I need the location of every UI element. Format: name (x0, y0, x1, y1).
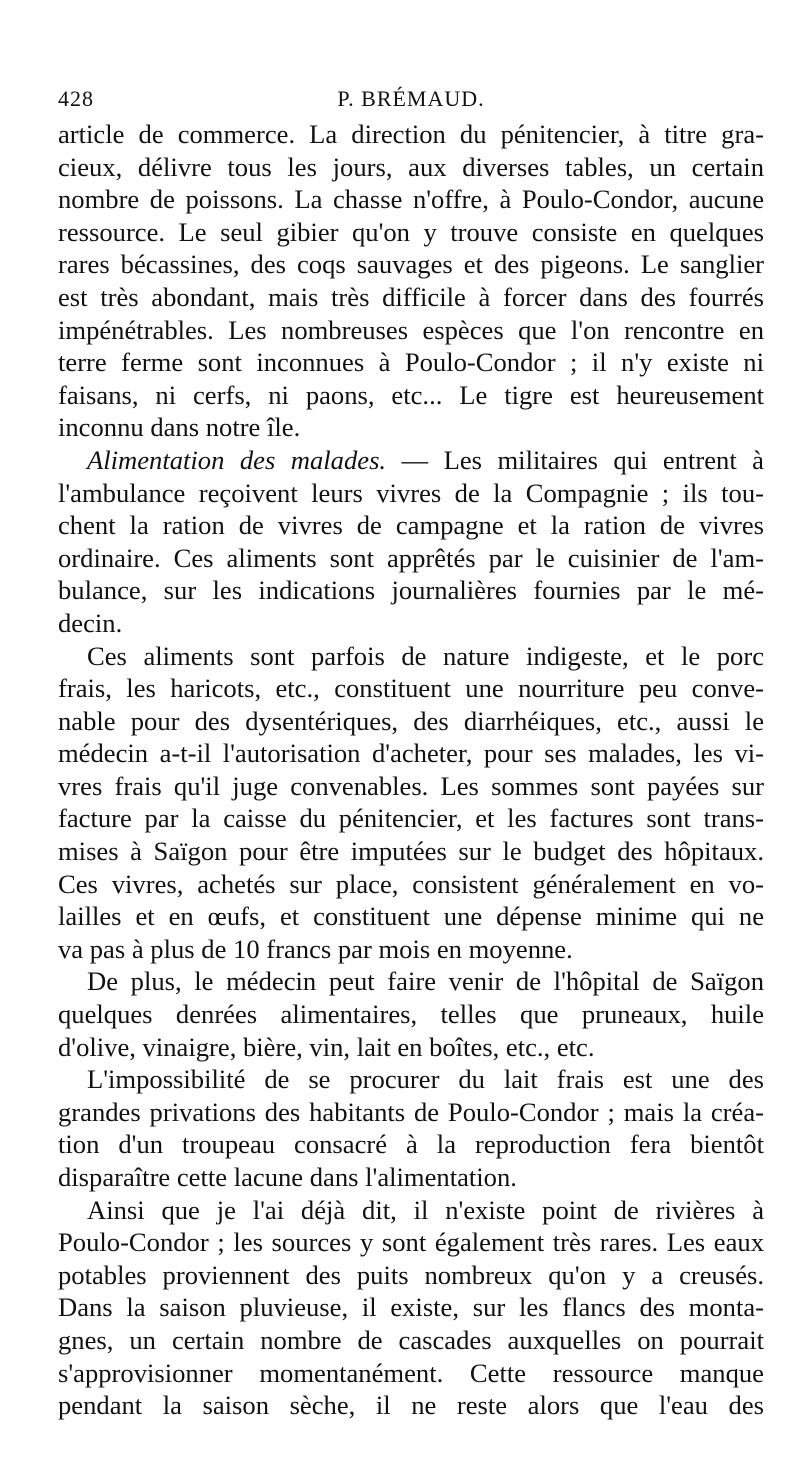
text-line: Ces aliments sont parfois de nature indigeste, et le porc (87, 640, 764, 671)
page-number: 428 (58, 86, 94, 111)
page-header (58, 86, 764, 120)
text-line: facture par la caisse du pénitencier, et les factures sont trans- (58, 803, 764, 834)
text-line: inconnu dans notre île. (58, 412, 301, 443)
text-line: L'impossibilité de se procurer du lait frais est une des (87, 1064, 764, 1095)
text-line: article de commerce. La direction du pénitencier, à titre gra- (58, 119, 764, 149)
text-line: bulance, sur les indications journalières fournies par le mé- (58, 575, 764, 606)
text-line: decin. (58, 607, 123, 638)
paragraph-1 (58, 118, 764, 444)
text-line: Ces vivres, achetés sur place, consistent généralement en vo- (58, 868, 764, 899)
text-line: quelques denrées alimentaires, telles que pruneaux, huile (58, 999, 764, 1030)
text-line: cieux, délivre tous les jours, aux diverses tables, un certain (58, 151, 764, 182)
text-line: lailles et en œufs, et constituent une dépense minime qui ne (58, 901, 764, 932)
text-line: médecin a-t-il l'autorisation d'acheter, pour ses malades, les vi- (58, 738, 764, 769)
text-line: nombre de poissons. La chasse n'offre, à Poulo-Condor, aucune (58, 184, 764, 215)
text-line: est très abondant, mais très difficile à forcer dans des fourrés (58, 281, 764, 312)
text-line: disparaître cette lacune dans l'alimentation. (58, 1162, 517, 1192)
text-line: terre ferme sont inconnues à Poulo-Condor ; il n'y existe ni (58, 347, 764, 378)
text-line: tion d'un troupeau consacré à la reproduction fera bientôt (58, 1129, 764, 1160)
text-line: frais, les haricots, etc., constituent une nourriture peu conve- (58, 673, 764, 704)
text-line: vres frais qu'il juge convenables. Les sommes sont payées sur (58, 770, 764, 801)
paragraph-3 (58, 640, 764, 966)
text-line: s'approvisionner momentanément. Cette ressource manque (58, 1357, 764, 1388)
text-line: ressource. Le seul gibier qu'on y trouve consiste en quelques (58, 216, 764, 247)
text-line: Ainsi que je l'ai déjà dit, il n'existe point de rivières à (87, 1194, 764, 1225)
paragraph-6 (58, 1194, 764, 1422)
text-line: faisans, ni cerfs, ni paons, etc... Le tigre est heureusement (58, 379, 764, 410)
text-line: ordinaire. Ces aliments sont apprêtés par le cuisinier de l'am- (58, 542, 764, 573)
body-text (58, 118, 764, 1422)
text-line: De plus, le médecin peut faire venir de l'hôpital de Saïgon (87, 966, 764, 997)
text-line-with-title (58, 444, 764, 477)
text-line: rares bécassines, des coqs sauvages et des pigeons. Le sanglier (58, 249, 764, 280)
text-line: nable pour des dysentériques, des diarrhéiques, etc., aussi le (58, 705, 764, 736)
text-line: l'ambulance reçoivent leurs vivres de la Compagnie ; ils tou- (58, 477, 764, 508)
text-line: chent la ration de vivres de campagne et la ration de vivres (58, 510, 764, 541)
paragraph-4 (58, 965, 764, 1063)
text-line: Dans la saison pluvieuse, il existe, sur les flancs des monta- (58, 1292, 764, 1323)
text-line: potables proviennent des puits nombreux qu'on y a creusés. (58, 1259, 764, 1290)
paragraph-2 (58, 444, 764, 640)
text-line: gnes, un certain nombre de cascades auxquelles on pourrait (58, 1324, 764, 1355)
text-line: mises à Saïgon pour être imputées sur le budget des hôpitaux. (58, 836, 764, 867)
section-title: Alimentation des malades. (87, 444, 387, 475)
text-line: impénétrables. Les nombreuses espèces que l'on rencontre en (58, 314, 764, 345)
text-line: grandes privations des habitants de Poulo-Condor ; mais la créa- (58, 1096, 764, 1127)
text-line: va pas à plus de 10 francs par mois en moyenne. (58, 933, 573, 964)
text-line-fragment: — Les militaires qui entrent à (386, 444, 764, 475)
text-line: d'olive, vinaigre, bière, vin, lait en boîtes, etc., etc. (58, 1031, 595, 1062)
paragraph-5 (58, 1063, 764, 1193)
text-line: Poulo-Condor ; les sources y sont également très rares. Les eaux (58, 1227, 764, 1258)
running-head: P. BRÉMAUD. (337, 86, 485, 111)
text-line: pendant la saison sèche, il ne reste alors que l'eau des (58, 1390, 764, 1421)
